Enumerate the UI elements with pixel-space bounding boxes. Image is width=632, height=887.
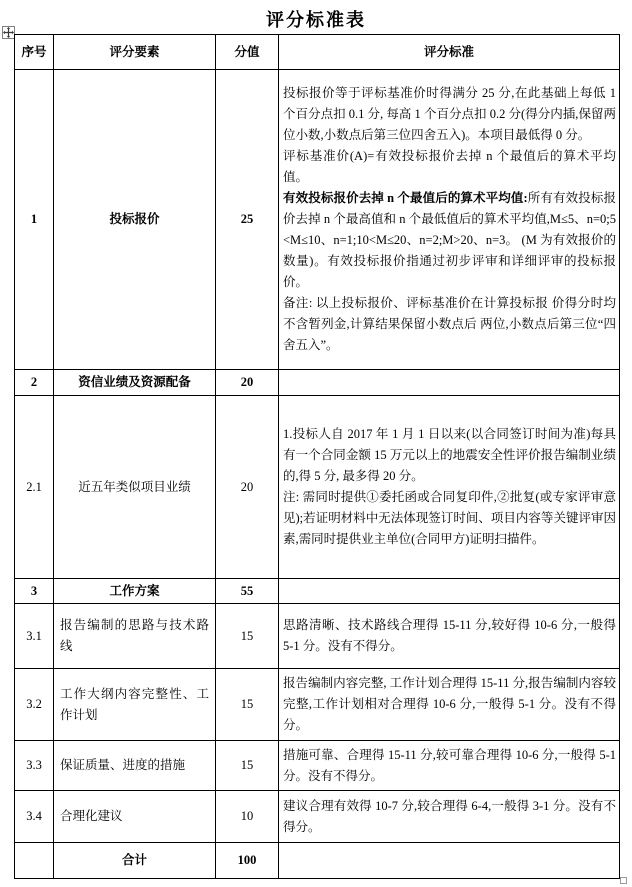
scoring-criteria-table	[14, 34, 620, 879]
cell-score: 25	[216, 70, 279, 370]
page-title: 评分标准表	[266, 10, 366, 30]
cell-criteria: 思路清晰、技术路线合理得 15-11 分,较好得 10-6 分,一般得 5-1 分。没有不得分。	[279, 604, 620, 669]
cell-criteria	[279, 370, 620, 396]
table-row-3-3	[15, 741, 620, 791]
cell-score: 15	[216, 741, 279, 791]
cell-factor: 合计	[54, 843, 216, 879]
cell-score: 55	[216, 579, 279, 604]
table-row-3-1	[15, 604, 620, 669]
cell-no: 2.1	[15, 396, 54, 579]
criteria-paragraph: 注: 需同时提供①委托函或合同复印件,②批复(或专家评审意见);若证明材料中无法体现签订时间、项目内容等关键评审因素,需同时提供业主单位(合同甲方)证明扫描件。	[283, 490, 616, 546]
table-row-3	[15, 579, 620, 604]
criteria-paragraph: 评标基准价(A)=有效投标报价去掉 n 个最值后的算术平均值。	[283, 149, 616, 184]
cell-score: 10	[216, 791, 279, 843]
cell-criteria: 建议合理有效得 10-7 分,较合理得 6-4,一般得 3-1 分。没有不得分。	[279, 791, 620, 843]
move-cross-icon	[3, 27, 14, 38]
cell-no: 3.2	[15, 669, 54, 741]
cell-no	[15, 843, 54, 879]
cell-no: 3.3	[15, 741, 54, 791]
criteria-text: 所有有效投标报价去掉 n 个最高值和 n 个最低值后的算术平均值,M≤5、n=0;5 <M≤10、n=1;10<M≤20、n=2;M>20、n=3。 (M 为有效报价的数量)。有效投标报价指通过初步评审和详细评审的投标报价。	[283, 191, 616, 289]
table-row-total	[15, 843, 620, 879]
header-cell-score: 分值	[216, 35, 279, 70]
criteria-paragraph	[283, 188, 616, 293]
cell-criteria: 措施可靠、合理得 15-11 分,较可靠合理得 10-6 分,一般得 5-1 分。没有不得分。	[279, 741, 620, 791]
criteria-paragraph: 备注: 以上投标报价、评标基准价在计算投标报 价得分时均不含暂列金,计算结果保留小数点后 两位,小数点后第三位“四舍五入”。	[283, 296, 616, 352]
cell-factor: 投标报价	[54, 70, 216, 370]
cell-criteria	[279, 70, 620, 370]
cell-no: 3.4	[15, 791, 54, 843]
cell-criteria	[279, 396, 620, 579]
cell-score: 100	[216, 843, 279, 879]
cell-factor: 资信业绩及资源配备	[54, 370, 216, 396]
table-row-3-2	[15, 669, 620, 741]
header-cell-criteria: 评分标准	[279, 35, 620, 70]
table-row-3-4	[15, 791, 620, 843]
header-cell-factor: 评分要素	[54, 35, 216, 70]
table-row-1	[15, 70, 620, 370]
cell-factor: 报告编制的思路与技术路线	[54, 604, 216, 669]
cell-no: 2	[15, 370, 54, 396]
table-row-2	[15, 370, 620, 396]
cell-factor: 近五年类似项目业绩	[54, 396, 216, 579]
cell-score: 15	[216, 669, 279, 741]
cell-factor: 合理化建议	[54, 791, 216, 843]
cell-no: 3.1	[15, 604, 54, 669]
cell-score: 20	[216, 396, 279, 579]
cell-criteria	[279, 843, 620, 879]
cell-no: 1	[15, 70, 54, 370]
cell-criteria	[279, 579, 620, 604]
table-resize-handle-icon[interactable]	[620, 877, 627, 884]
cell-score: 20	[216, 370, 279, 396]
table-header-row	[15, 35, 620, 70]
criteria-paragraph: 投标报价等于评标基准价时得满分 25 分,在此基础上每低 1 个百分点扣 0.1 分, 每高 1 个百分点扣 0.2 分(得分内插,保留两位小数,小数点后第三位四舍五入)。本项目最低得 0 分。	[283, 86, 616, 142]
criteria-bold-lead: 有效投标报价去掉 n 个最值后的算术平均值:	[283, 191, 528, 205]
criteria-paragraph: 1.投标人自 2017 年 1 月 1 日以来(以合同签订时间为准)每具有一个合同金额 15 万元以上的地震安全性评价报告编制业绩的,得 5 分, 最多得 20 分。	[283, 427, 616, 483]
cell-no: 3	[15, 579, 54, 604]
cell-factor: 工作方案	[54, 579, 216, 604]
cell-criteria: 报告编制内容完整, 工作计划合理得 15-11 分,报告编制内容较完整,工作计划相对合理得 10-6 分,一般得 5-1 分。没有不得分。	[279, 669, 620, 741]
cell-score: 15	[216, 604, 279, 669]
cell-factor: 保证质量、进度的措施	[54, 741, 216, 791]
cell-factor: 工作大纲内容完整性、工作计划	[54, 669, 216, 741]
header-cell-no: 序号	[15, 35, 54, 70]
table-row-2-1	[15, 396, 620, 579]
